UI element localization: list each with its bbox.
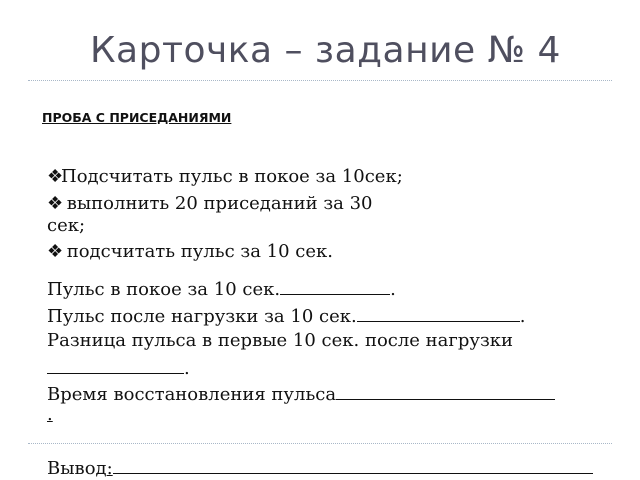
rest-pulse-blank[interactable] bbox=[280, 276, 390, 295]
instruction-text: выполнить 20 приседаний за 30 bbox=[61, 193, 373, 214]
instruction-continuation: сек; bbox=[47, 215, 86, 236]
recovery-blank[interactable] bbox=[336, 381, 555, 400]
difference-answer-row: . bbox=[47, 355, 190, 380]
load-pulse-blank[interactable] bbox=[357, 303, 520, 322]
instruction-text: подсчитать пульс за 10 сек. bbox=[61, 241, 334, 262]
bottom-separator bbox=[28, 443, 612, 444]
card-title: Карточка – задание № 4 bbox=[90, 30, 561, 71]
recovery-end: . bbox=[47, 404, 53, 425]
instruction-item bbox=[47, 241, 333, 263]
section-heading: ПРОБА С ПРИСЕДАНИЯМИ bbox=[42, 110, 232, 125]
diamond-bullet-icon: ❖ bbox=[47, 193, 64, 214]
difference-label: Разница пульса в первые 10 сек. после нагрузки bbox=[47, 330, 514, 351]
conclusion-row: Вывод: bbox=[47, 455, 593, 480]
title-separator bbox=[28, 80, 612, 81]
load-pulse-row: Пульс после нагрузки за 10 сек. . bbox=[47, 303, 525, 328]
conclusion-blank[interactable] bbox=[113, 455, 593, 474]
recovery-row bbox=[47, 381, 555, 406]
rest-pulse-row: Пульс в покое за 10 сек. . bbox=[47, 276, 396, 301]
rest-pulse-label: Пульс в покое за 10 сек. bbox=[47, 279, 281, 300]
instruction-item bbox=[47, 166, 403, 188]
diamond-bullet-icon: ❖ bbox=[47, 241, 64, 262]
diamond-bullet-icon: ❖ bbox=[47, 166, 64, 187]
instruction-item bbox=[47, 193, 373, 215]
load-pulse-label: Пульс после нагрузки за 10 сек. bbox=[47, 306, 357, 327]
instruction-text: Подсчитать пульс в покое за 10сек; bbox=[61, 166, 403, 187]
conclusion-label: Вывод bbox=[47, 458, 107, 479]
recovery-label: Время восстановления пульса bbox=[47, 384, 337, 405]
difference-blank[interactable] bbox=[47, 355, 184, 374]
